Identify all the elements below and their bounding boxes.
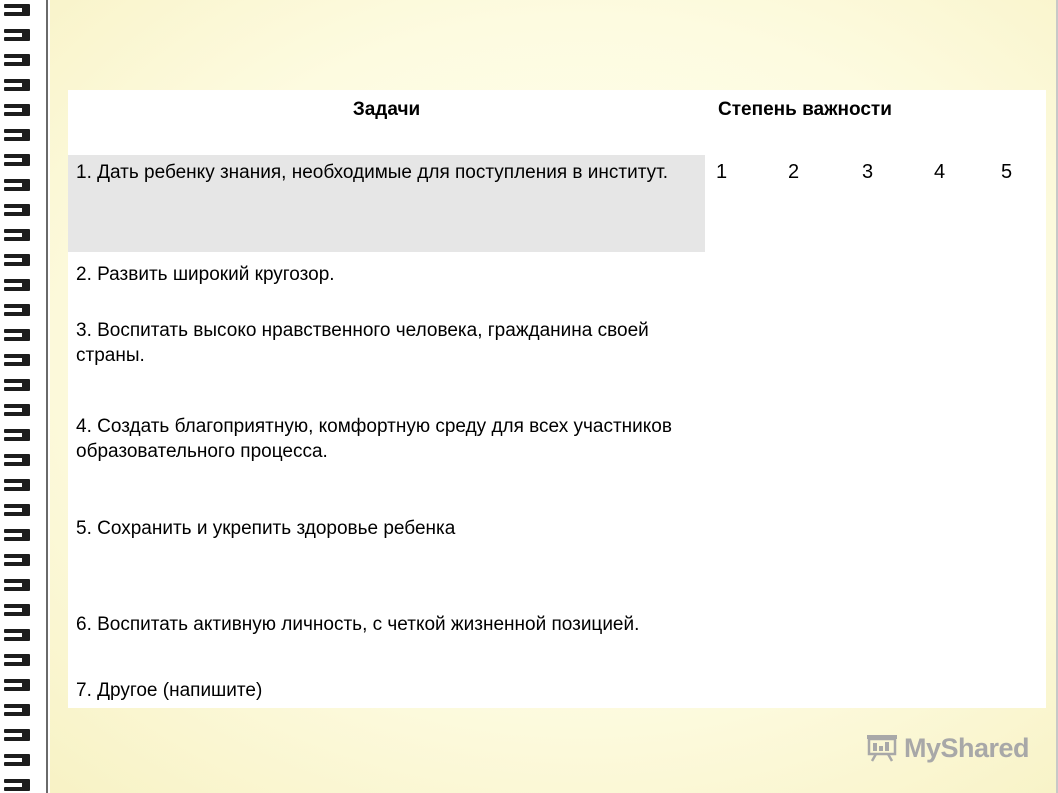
- notebook-binding: [0, 0, 50, 793]
- binding-ring: [4, 629, 30, 643]
- task-item-6: 6. Воспитать активную личность, с четкой жизненной позицией.: [76, 614, 640, 635]
- binding-ring: [4, 179, 30, 193]
- binding-ring: [4, 429, 30, 443]
- binding-ring: [4, 504, 30, 518]
- binding-ring: [4, 154, 30, 168]
- task-item-3: 3. Воспитать высоко нравственного человека, гражданина своей страны.: [76, 320, 649, 366]
- column-header-tasks: Задачи: [352, 99, 421, 120]
- watermark-logo: [866, 728, 1030, 768]
- task-item-2: 2. Развить широкий кругозор.: [76, 264, 335, 285]
- binding-ring: [4, 29, 30, 43]
- importance-scale: [716, 160, 1026, 185]
- binding-ring: [4, 229, 30, 243]
- binding-ring: [4, 679, 30, 693]
- binding-ring: [4, 129, 30, 143]
- binding-ring: [4, 454, 30, 468]
- binding-ring: [4, 729, 30, 743]
- binding-ring: [4, 304, 30, 318]
- binding-ring: [4, 4, 30, 18]
- binding-ring: [4, 479, 30, 493]
- task-item-5: 5. Сохранить и укрепить здоровье ребенка: [76, 518, 456, 539]
- binding-ring: [4, 279, 30, 293]
- binding-ring: [4, 754, 30, 768]
- binding-ring: [4, 254, 30, 268]
- task-item-7: 7. Другое (напишите): [76, 680, 263, 701]
- binding-ring: [4, 779, 30, 793]
- binding-ring: [4, 379, 30, 393]
- binding-ring: [4, 329, 30, 343]
- binding-ring: [4, 604, 30, 618]
- binding-ring: [4, 579, 30, 593]
- binding-ring: [4, 704, 30, 718]
- binding-ring: [4, 54, 30, 68]
- scale-value-4[interactable]: 4: [934, 161, 946, 183]
- binding-ring: [4, 529, 30, 543]
- watermark-text: MyShared: [904, 733, 1030, 763]
- binding-ring: [4, 104, 30, 118]
- binding-ring: [4, 654, 30, 668]
- questionnaire-table: [68, 90, 1046, 708]
- binding-ring: [4, 404, 30, 418]
- task-item-4: 4. Создать благоприятную, комфортную среду для всех участников образовательного процесса.: [76, 416, 672, 462]
- scale-value-2[interactable]: 2: [788, 161, 800, 183]
- projector-screen-icon: [866, 734, 898, 760]
- scale-value-1[interactable]: 1: [716, 161, 728, 183]
- scale-value-5[interactable]: 5: [1001, 161, 1013, 183]
- scale-value-3[interactable]: 3: [862, 161, 874, 183]
- column-header-importance: Степень важности: [718, 99, 892, 120]
- binding-spine: [46, 0, 48, 793]
- binding-ring: [4, 204, 30, 218]
- binding-ring: [4, 354, 30, 368]
- task-item-1: 1. Дать ребенку знания, необходимые для поступления в институт.: [76, 162, 668, 183]
- binding-ring: [4, 554, 30, 568]
- binding-ring: [4, 79, 30, 93]
